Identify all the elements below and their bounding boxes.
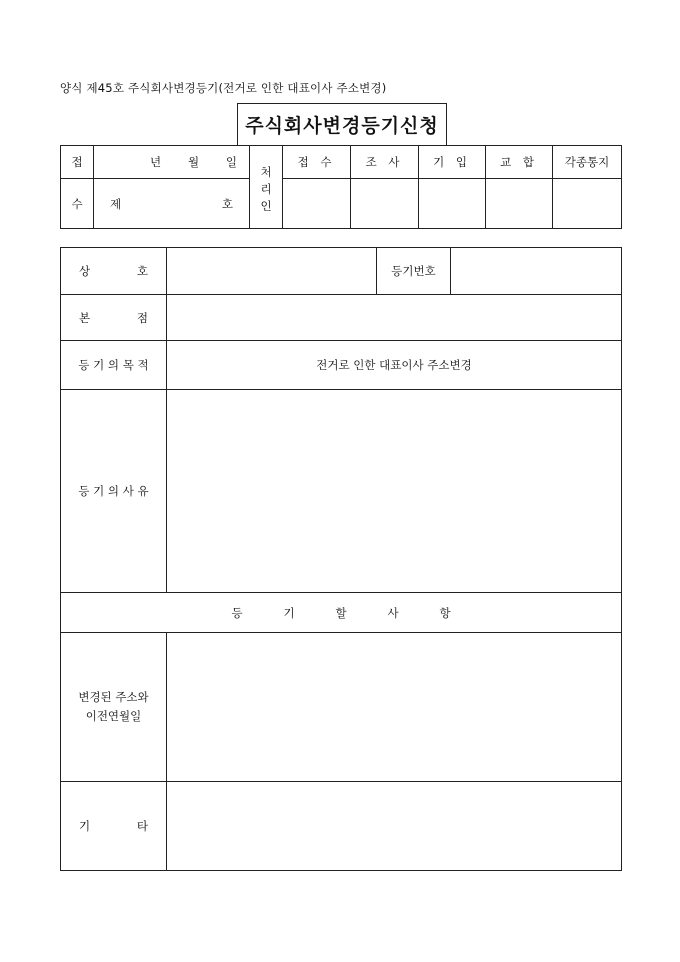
reg-number-label: 등기번호 (377, 248, 451, 295)
reg-number-field[interactable] (451, 248, 622, 295)
receipt-number-field[interactable] (94, 179, 250, 229)
trade-name-label: 상 호 (61, 248, 167, 295)
month-label: 월 (187, 155, 200, 169)
changed-address-field[interactable] (167, 633, 622, 782)
form-number-label: 양식 제45호 주식회사변경등기(전거로 인한 대표이사 주소변경) (60, 81, 387, 95)
matters-char-3: 할 (335, 605, 347, 620)
other-char-1: 기 (79, 819, 91, 833)
head-office-field[interactable] (167, 295, 622, 341)
changed-label-line-1: 변경된 주소와 (78, 690, 149, 704)
receive-cell[interactable] (283, 179, 351, 229)
receipt-label-bottom: 수 (61, 179, 94, 229)
col-entry: 기 입 (419, 146, 486, 179)
col-investigate: 조 사 (351, 146, 419, 179)
day-label: 일 (225, 155, 237, 169)
handler-char-1: 처 (260, 164, 272, 179)
handler-label (250, 146, 283, 229)
changed-address-label (61, 633, 167, 782)
matters-char-4: 사 (387, 605, 399, 620)
trade-name-field[interactable] (167, 248, 377, 295)
matters-header (61, 593, 622, 633)
form-title-box (237, 103, 447, 145)
matters-char-5: 항 (439, 605, 451, 620)
col-collation: 교 합 (486, 146, 553, 179)
investigate-cell[interactable] (351, 179, 419, 229)
other-field[interactable] (167, 782, 622, 871)
notices-cell[interactable] (553, 179, 622, 229)
matters-char-2: 기 (283, 605, 295, 620)
matters-char-1: 등 (231, 605, 243, 620)
head-office-label: 본 점 (61, 295, 167, 341)
entry-cell[interactable] (419, 179, 486, 229)
receipt-table (60, 145, 622, 229)
year-label: 년 (150, 155, 162, 169)
handler-char-3: 인 (260, 198, 272, 213)
collation-cell[interactable] (486, 179, 553, 229)
handler-char-2: 리 (260, 181, 272, 196)
receipt-date-field[interactable] (94, 146, 250, 179)
number-prefix: 제 (110, 196, 122, 211)
cause-field[interactable] (167, 390, 622, 593)
cause-label: 등 기 의 사 유 (61, 390, 167, 593)
number-suffix: 호 (221, 196, 233, 211)
receipt-label-top: 접 (61, 146, 94, 179)
form-title: 주식회사변경등기신청 (245, 115, 439, 137)
other-char-2: 타 (136, 819, 148, 833)
col-notices: 각종통지 (553, 146, 622, 179)
changed-label-line-2: 이전연월일 (85, 709, 142, 723)
main-table (60, 247, 622, 871)
purpose-value: 전거로 인한 대표이사 주소변경 (167, 341, 622, 390)
other-label (61, 782, 167, 871)
purpose-label: 등 기 의 목 적 (61, 341, 167, 390)
col-receive: 접 수 (283, 146, 351, 179)
